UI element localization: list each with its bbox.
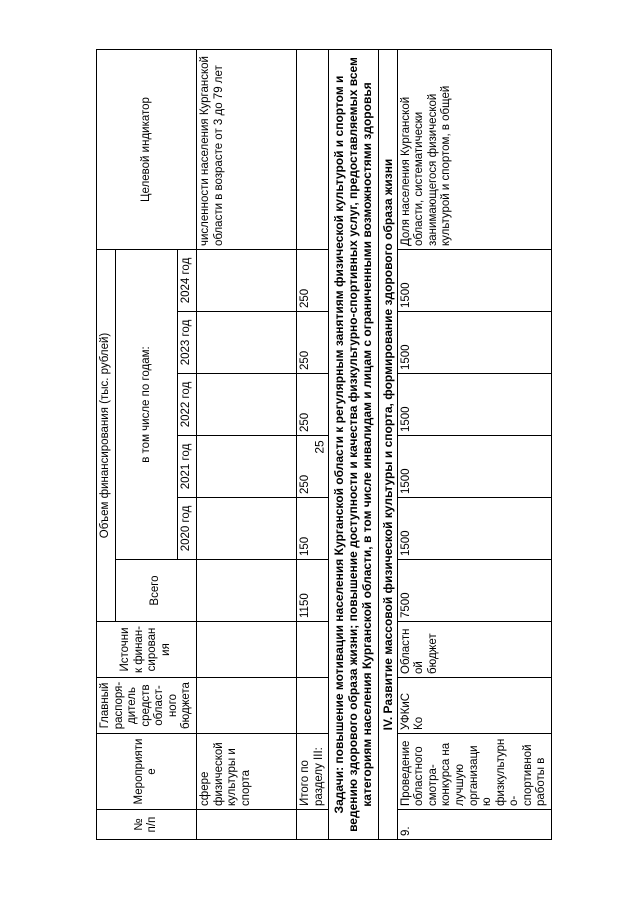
cell-row9-event: Проведение областного смотра-конкурса на лучшую организацию физкультурно-спортивной работы в <box>397 734 551 810</box>
cell-row9-2023: 1500 <box>397 312 551 374</box>
header-year-2021: 2021 год <box>178 436 197 498</box>
header-num: № п/п <box>97 810 197 840</box>
header-manager: Главный распоря-дитель средств област-ного бюджета <box>97 678 197 734</box>
cell-event: сфере физической культуры и спорта <box>196 734 296 810</box>
section-heading: IV. Развитие массовой физической культуры и спорта, формирование здорового образа жизни <box>378 50 397 840</box>
cell-subtotal-2020: 150 <box>296 498 328 560</box>
header-row-1 <box>97 50 116 840</box>
header-by-years: в том числе по годам: <box>115 250 178 560</box>
table-row-section <box>378 50 397 840</box>
header-year-2024: 2024 год <box>178 250 197 312</box>
header-year-2023: 2023 год <box>178 312 197 374</box>
cell-subtotal-total: 1150 <box>296 560 328 622</box>
table-row-continuation <box>196 50 296 840</box>
header-year-2020: 2020 год <box>178 498 197 560</box>
cell-subtotal-2024: 250 <box>296 250 328 312</box>
cell-indicator: численности населения Курганской области в возрасте от 3 до 79 лет <box>196 50 296 250</box>
cell-row9-indicator: Доля населения Курганской области, систематически занимающегося физической культурой и спортом, в общей <box>397 50 551 250</box>
cell-row9-2024: 1500 <box>397 250 551 312</box>
cell-row9-2021: 1500 <box>397 436 551 498</box>
table-row-task <box>329 50 378 840</box>
cell-row9-2022: 1500 <box>397 374 551 436</box>
table-row-9 <box>397 50 551 840</box>
header-total: Всего <box>115 560 196 622</box>
header-indicator: Целевой индикатор <box>97 50 197 250</box>
cell-subtotal-2023: 250 <box>296 312 328 374</box>
header-event: Мероприятие <box>97 734 197 810</box>
page-number: 25 <box>312 440 327 454</box>
cell-row9-source: Областной бюджет <box>397 622 551 678</box>
cell-subtotal-2022: 250 <box>296 374 328 436</box>
cell-row9-manager: УФКиС Ко <box>397 678 551 734</box>
header-source: Источник финан-сирования <box>97 622 197 678</box>
header-funding: Объем финансирования (тыс. рублей) <box>97 250 116 622</box>
rotated-table-container <box>96 50 626 840</box>
table-row-subtotal <box>296 50 328 840</box>
cell-subtotal-label: Итого по разделу III: <box>296 734 328 810</box>
cell-subtotal-2021: 250 <box>296 436 328 498</box>
cell-row9-total: 7500 <box>397 560 551 622</box>
header-year-2022: 2022 год <box>178 374 197 436</box>
task-text: Задачи: повышение мотивации населения Курганской области к регулярным занятиям физической культурой и спортом и ведению здорового образа жизни; повышение доступности и качества физкультурно-спортивных услуг, предоставляемых всем категориям населения Курганской области, в том числе инвалидам и лицам с ограниченными возможностями здоровья <box>329 50 378 840</box>
funding-table <box>96 49 552 840</box>
cell-row9-2020: 1500 <box>397 498 551 560</box>
cell-row9-num: 9. <box>397 810 551 840</box>
